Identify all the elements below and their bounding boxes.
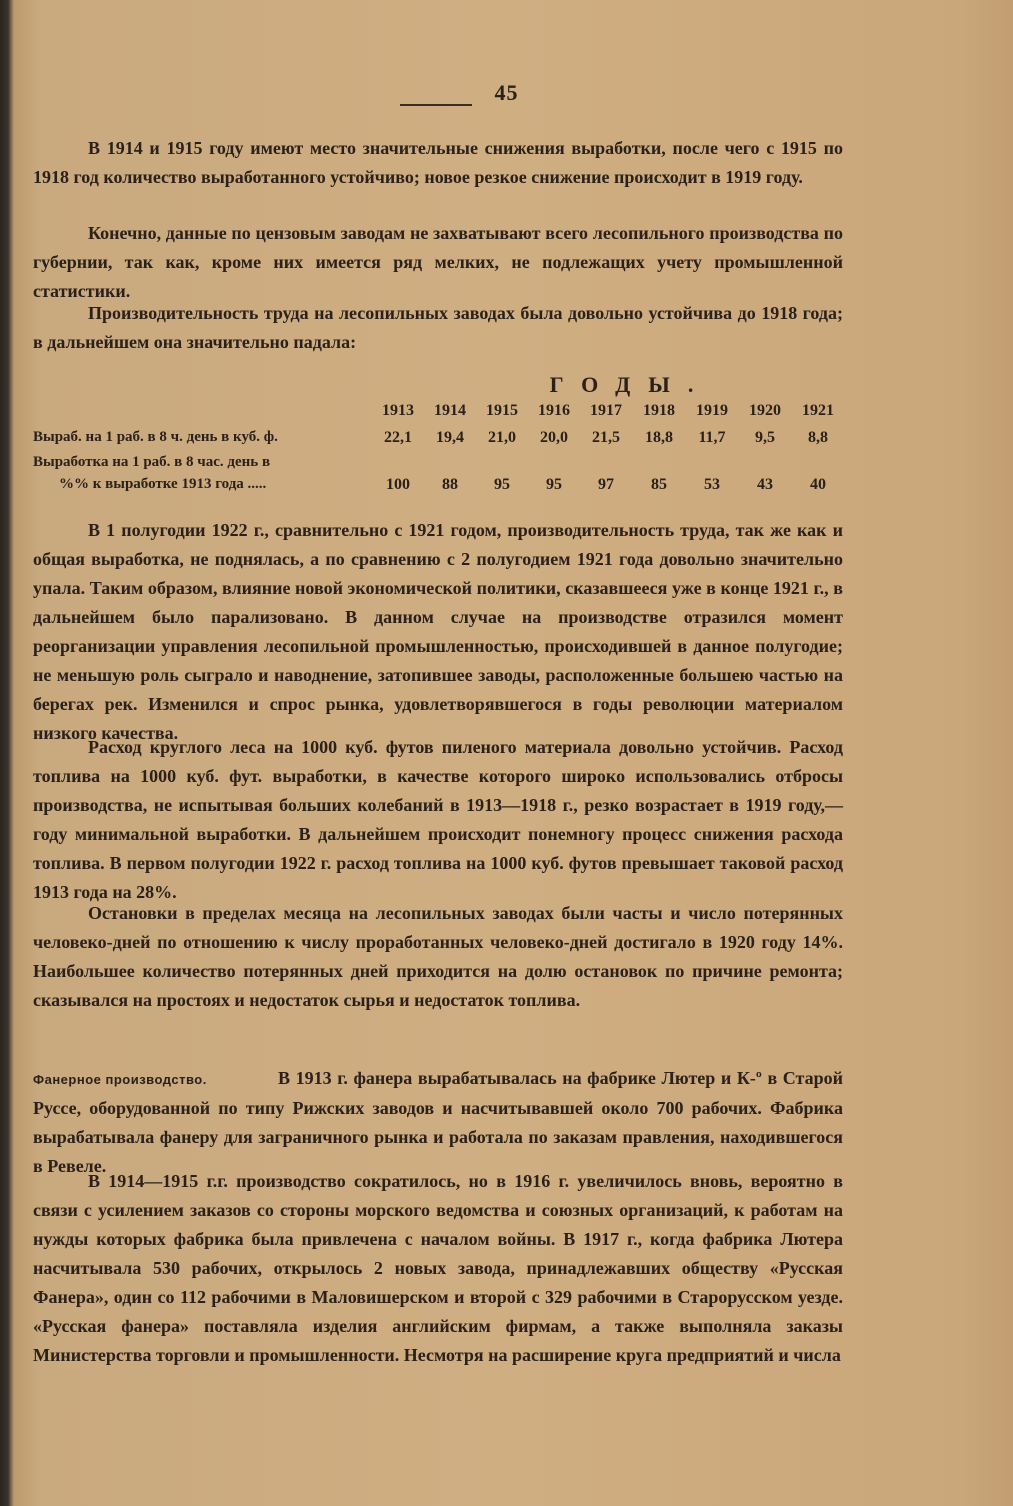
year-header: 1915 [486,402,518,419]
year-header: 1917 [590,402,622,419]
paragraph-1: В 1914 и 1915 году имеют место значительные снижения выработки, после чего с 1915 по 1918 год количество выработанного устойчиво; новое резкое снижение происходит в 1919 году. [33,138,843,187]
table-cell: 100 [386,476,410,493]
paragraph-2: Конечно, данные по цензовым заводам не захватывают всего лесопильного производства по губернии, так как, кроме них имеется ряд мелких, не подлежащих учету промышленной статистики. [33,223,843,301]
table-cell: 88 [442,476,458,493]
year-header: 1921 [802,402,834,419]
section-heading: Фанерное производство. [33,1072,207,1087]
table-cell: 18,8 [645,429,673,446]
paragraph-7 [33,1064,843,1181]
table-cell: 22,1 [384,429,412,446]
row-label: Выработка на 1 раб. в 8 час. день в [33,454,271,470]
table-cell: 8,8 [808,429,828,446]
table-cell: 85 [651,476,667,493]
paragraph-3: Производительность труда на лесопильных заводах была довольно устойчива до 1918 года; в дальнейшем она значительно падала: [33,303,843,352]
table-cell: 97 [598,476,614,493]
table-cell: 95 [494,476,510,493]
table-cell: 95 [546,476,562,493]
table-cell: 11,7 [698,429,726,446]
row-label: %% к выработке 1913 года ..... [59,476,267,492]
table-cell: 19,4 [436,429,464,446]
table-row [33,454,843,478]
table-header-row [33,402,843,426]
page-number: 45 [494,80,519,105]
paragraph-8: В 1914—1915 г.г. производство сократилось, но в 1916 г. увеличилось вновь, вероятно в связи с усилением заказов со стороны морского ведомства и союзных организаций, к работам на нужды которых фабрика была привлечена с началом войны. В 1917 г., когда фабрика Лютера насчитывала 530 рабочих, открылось 2 новых завода, принадлежавших обществу «Русская Фанера», один со 112 рабочими в Маловишерском и второй с 329 рабочими в Старорусском уезде. «Русская фанера» поставляла изделия английским фирмам, а также выполняла заказы Министерства торговли и промышленности. Несмотря на расширение круга предприятий и числа [33,1171,843,1365]
table-cell: 9,5 [755,429,775,446]
year-header: 1920 [749,402,781,419]
row-label: Выраб. на 1 раб. в 8 ч. день в куб. ф. [33,429,278,445]
year-header: 1918 [643,402,675,419]
paragraph-7-text: В 1913 г. фанера вырабатывалась на фабрике Лютер и К-º в Старой Руссе, оборудованной по типу Рижских заводов и насчитывавшей около 700 рабочих. Фабрика вырабатывала фанеру для заграничного рынка и работала по заказам правления, находившегося в Ревеле. [33,1068,843,1176]
page-number-rule [400,104,472,106]
year-header: 1919 [696,402,728,419]
paragraph-4: В 1 полугодии 1922 г., сравнительно с 1921 годом, производительность труда, так же как и общая выработка, не поднялась, а по сравнению с 2 полугодием 1921 года довольно значительно упала. Таким образом, влияние новой экономической политики, сказавшееся уже в конце 1921 г., в дальнейшем было парализовано. В данном случае на производстве отразился момент реорганизации управления лесопильной промышленностью, происходившей в данное полугодие; не меньшую роль сыграло и наводнение, затопившее заводы, расположенные большею частью на берегах рек. Изменился и спрос рынка, удовлетворявшегося в годы революции материалом низкого качества. [33,520,843,743]
table-title: ГОДЫ. [549,372,712,397]
year-header: 1913 [382,402,414,419]
table-cell: 21,0 [488,429,516,446]
table-cell: 21,5 [592,429,620,446]
paragraph-6: Остановки в пределах месяца на лесопильных заводах были часты и число потерянных человеко-дней по отношению к числу проработанных человеко-дней достигало в 1920 году 14%. Наибольшее количество потерянных дней приходится на долю остановок по причине ремонта; сказывался на простоях и недостаток сырья и недостаток топлива. [33,903,843,1010]
table-cell: 40 [810,476,826,493]
table-cell: 53 [704,476,720,493]
table-row [33,429,843,453]
year-header: 1914 [434,402,466,419]
paragraph-5: Расход круглого леса на 1000 куб. футов пиленого материала довольно устойчив. Расход топлива на 1000 куб. фут. выработки, в качестве которого широко использовались отбросы производства, не испытывая больших колебаний в 1913—1918 г., резко возрастает в 1919 году,—году минимальной выработки. В дальнейшем происходит понемногу процесс снижения расхода топлива. В первом полугодии 1922 г. расход топлива на 1000 куб. футов превышает таковой расход 1913 года на 28%. [33,737,843,902]
table-row [33,476,843,500]
year-header: 1916 [538,402,570,419]
table-cell: 20,0 [540,429,568,446]
table-cell: 43 [757,476,773,493]
